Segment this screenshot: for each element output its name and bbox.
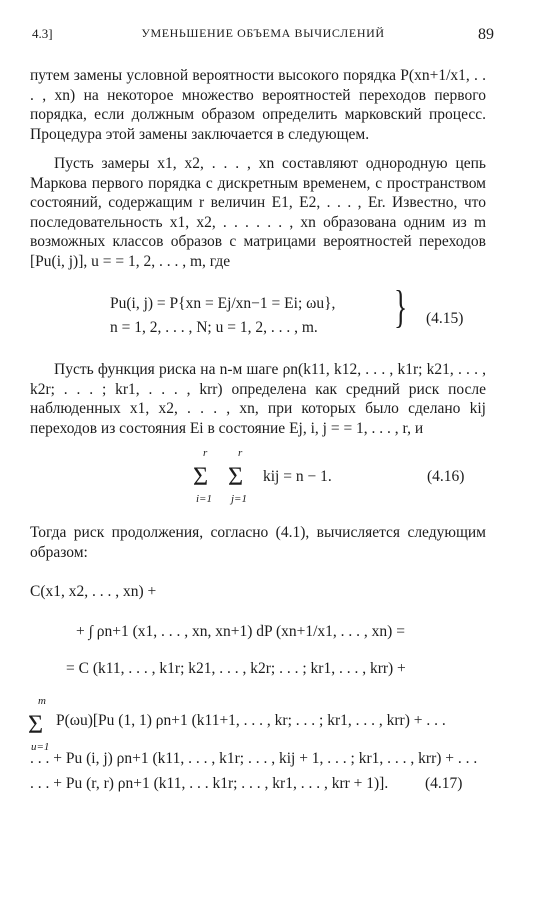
sum-lower-limit: i=1 xyxy=(196,493,212,505)
equation-4-17-line-2: + ∫ ρn+1 (x1, . . . , xn, xn+1) dP (xn+1/x1, . . . , xn) = xyxy=(76,623,405,640)
right-brace-icon: } xyxy=(394,281,408,332)
sum-upper-limit: m xyxy=(38,695,46,707)
page-number: 89 xyxy=(478,26,494,43)
equation-number-4-17: (4.17) xyxy=(425,775,463,792)
sum-upper-limit: r xyxy=(238,447,243,459)
paragraph-intro: путем замены условной вероятности высокого порядка P(xn+1/x1, . . . , xn) на некоторое множество вероятностей переходов первого порядка, если должным образом определить марковский процесс. Процедура этой замены заключается в следующем. xyxy=(30,67,486,143)
running-head-title: УМЕНЬШЕНИЕ ОБЪЕМА ВЫЧИСЛЕНИЙ xyxy=(141,26,385,40)
equation-4-15-line-2: n = 1, 2, . . . , N; u = 1, 2, . . . , m. xyxy=(110,319,318,336)
equation-4-17-line-4: P(ωu)[Pu (1, 1) ρn+1 (k11+1, . . . , kr; . . . ; kr1, . . . , krr) + . . . xyxy=(56,712,446,729)
sum-lower-limit: j=1 xyxy=(231,493,247,505)
running-head xyxy=(32,26,494,46)
sum-over-j xyxy=(228,447,268,515)
paragraph-risk-function: Пусть функция риска на n-м шаге ρn(k11, k12, . . . , k1r; k21, . . . , k2r; . . . ; kr1, . . . , krr) определена как средний риск после наблюденных x1, x2, . . . , xn, при которых было сделано kij переходов из состояния Ei в состояние Ej, i, j = = 1, . . . , r, и xyxy=(30,361,486,437)
equation-4-17-line-1: C(x1, x2, . . . , xn) + xyxy=(30,583,157,600)
sigma-icon: Σ xyxy=(228,462,244,491)
equation-4-16-body: kij = n − 1. xyxy=(263,468,332,485)
equation-4-17-line-5: . . . + Pu (i, j) ρn+1 (k11, . . . , k1r; . . . , kij + 1, . . . ; kr1, . . . , krr) + . . . xyxy=(30,750,478,767)
equation-4-17-line-3: = C (k11, . . . , k1r; k21, . . . , k2r; . . . ; kr1, . . . , krr) + xyxy=(66,660,406,677)
section-number: 4.3] xyxy=(32,26,53,41)
sigma-icon: Σ xyxy=(28,710,44,739)
sum-lower-limit: u=1 xyxy=(31,741,50,753)
equation-number-4-16: (4.16) xyxy=(427,468,465,485)
paragraph-markov-chain: Пусть замеры x1, x2, . . . , xn составляют однородную цепь Маркова первого порядка с дискретным временем, с пространством состояний, содержащим r величин E1, E2, . . . , Er. Известно, что последовательность x1, x2, . . . . . . , xn образована одним из m возможных классов образов с матрицами вероятностей переходов [Pu(i, j)], u = = 1, 2, . . . , m, где xyxy=(30,155,486,270)
equation-number-4-15: (4.15) xyxy=(426,310,464,327)
equation-4-15-line-1: Pu(i, j) = P{xn = Ej/xn−1 = Ei; ωu}, xyxy=(110,295,336,312)
sum-upper-limit: r xyxy=(203,447,208,459)
sigma-icon: Σ xyxy=(193,462,209,491)
paragraph-continuation-risk: Тогда риск продолжения, согласно (4.1), вычисляется следующим образом: xyxy=(30,524,486,561)
equation-4-17-line-6: . . . + Pu (r, r) ρn+1 (k11, . . . k1r; . . . , kr1, . . . , krr + 1)]. xyxy=(30,775,389,792)
sum-over-i xyxy=(193,447,233,515)
